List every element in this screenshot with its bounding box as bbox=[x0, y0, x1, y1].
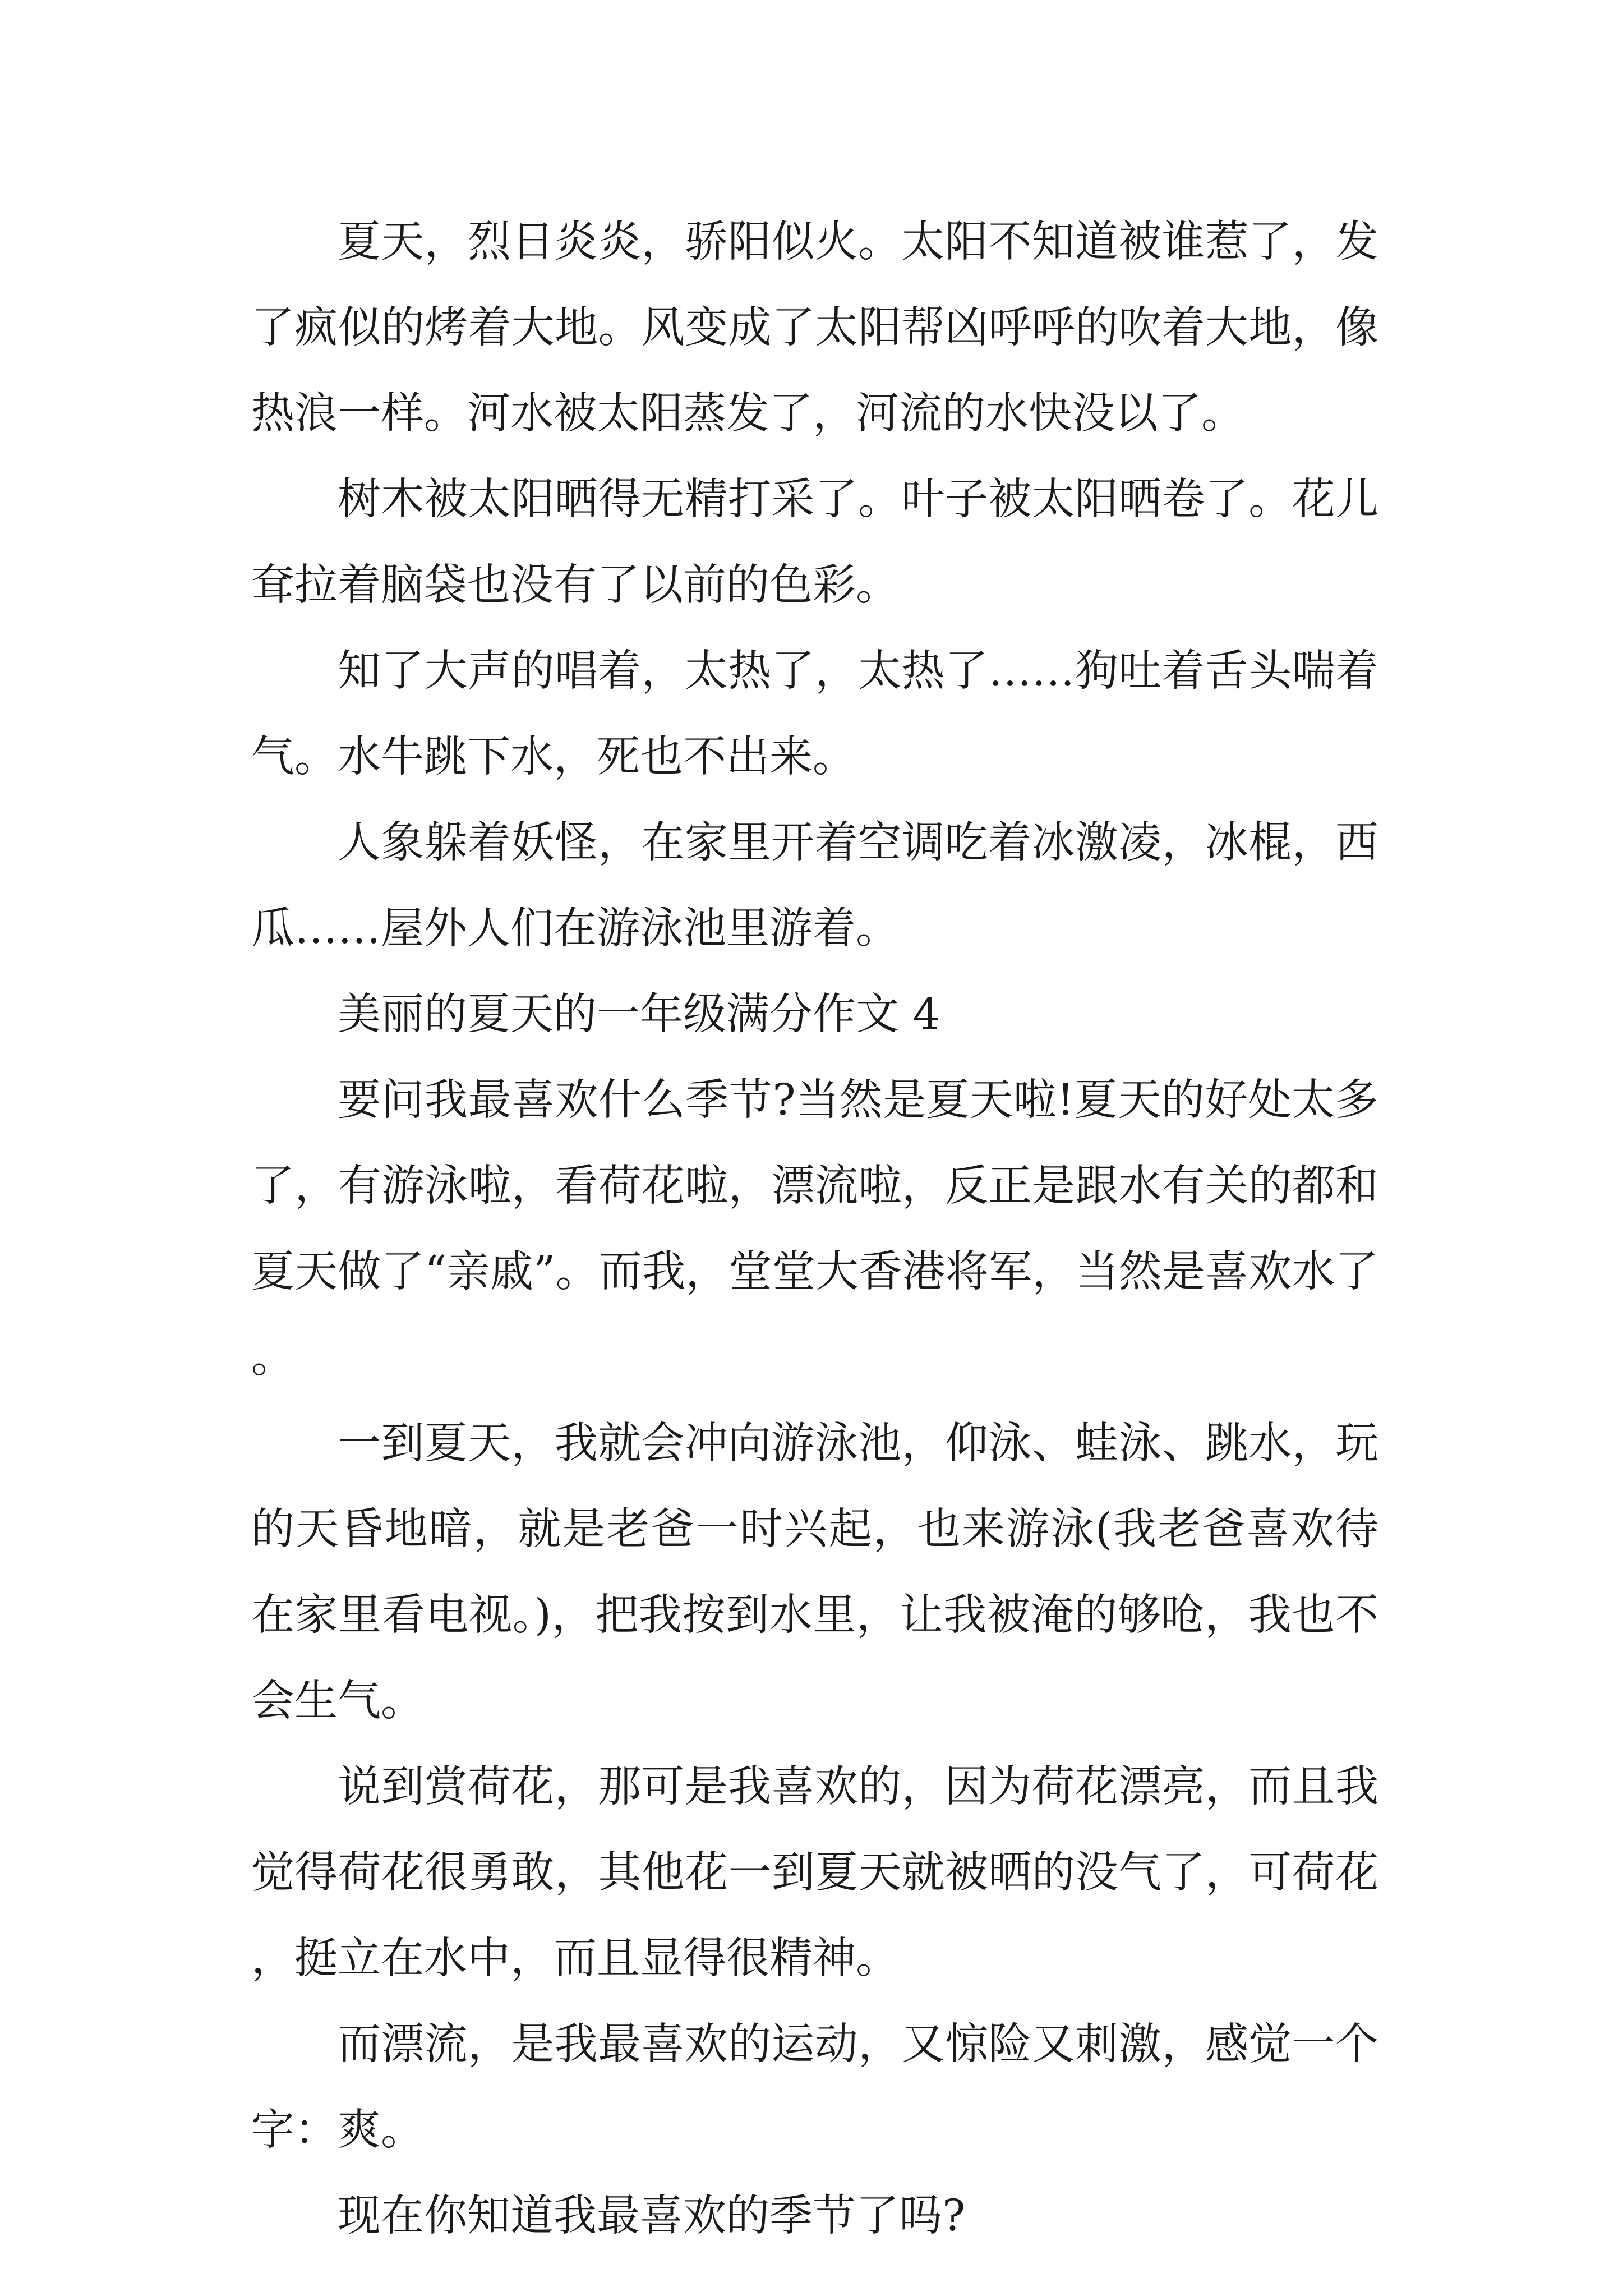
paragraph-cicadas: 知了大声的唱着，太热了，太热了……狗吐着舌头喘着气。水牛跳下水，死也不出来。 bbox=[251, 646, 1378, 782]
paragraph-summer-heat: 夏天，烈日炎炎，骄阳似火。太阳不知道被谁惹了，发了疯似的烤着大地。风变成了太阳帮凶呼呼的吹着大地，像热浪一样。河水被太阳蒸发了，河流的水快没以了。 bbox=[251, 217, 1378, 439]
essay-title: 美丽的夏天的一年级满分作文 4 bbox=[338, 990, 940, 1039]
paragraph-swimming: 一到夏天，我就会冲向游泳池，仰泳、蛙泳、跳水，玩的天昏地暗，就是老爸一时兴起，也来游泳(我老爸喜欢待在家里看电视。)，把我按到水里，让我被淹的够呛，我也不会生气。 bbox=[251, 1419, 1378, 1726]
essay-body bbox=[251, 199, 1378, 2259]
paragraph-rafting: 而漂流，是我最喜欢的运动，又惊险又刺激，感觉一个字：爽。 bbox=[251, 2019, 1378, 2155]
paragraph-favorite-season: 要问我最喜欢什么季节?当然是夏天啦!夏天的好处太多了，有游泳啦，看荷花啦，漂流啦，反正是跟水有关的都和夏天做了“亲戚”。而我，堂堂大香港将军，当然是喜欢水了。 bbox=[251, 1075, 1378, 1383]
paragraph-lotus: 说到赏荷花，那可是我喜欢的，因为荷花漂亮，而且我觉得荷花很勇敢，其他花一到夏天就被晒的没气了，可荷花，挺立在水中，而且显得很精神。 bbox=[251, 1762, 1378, 1984]
paragraph-closing: 现在你知道我最喜欢的季节了吗? bbox=[338, 2191, 966, 2241]
paragraph-trees: 树木被太阳晒得无精打采了。叶子被太阳晒卷了。花儿耷拉着脑袋也没有了以前的色彩。 bbox=[251, 475, 1378, 610]
paragraph-people: 人象躲着妖怪，在家里开着空调吃着冰激凌，冰棍，西瓜……屋外人们在游泳池里游着。 bbox=[251, 818, 1378, 954]
